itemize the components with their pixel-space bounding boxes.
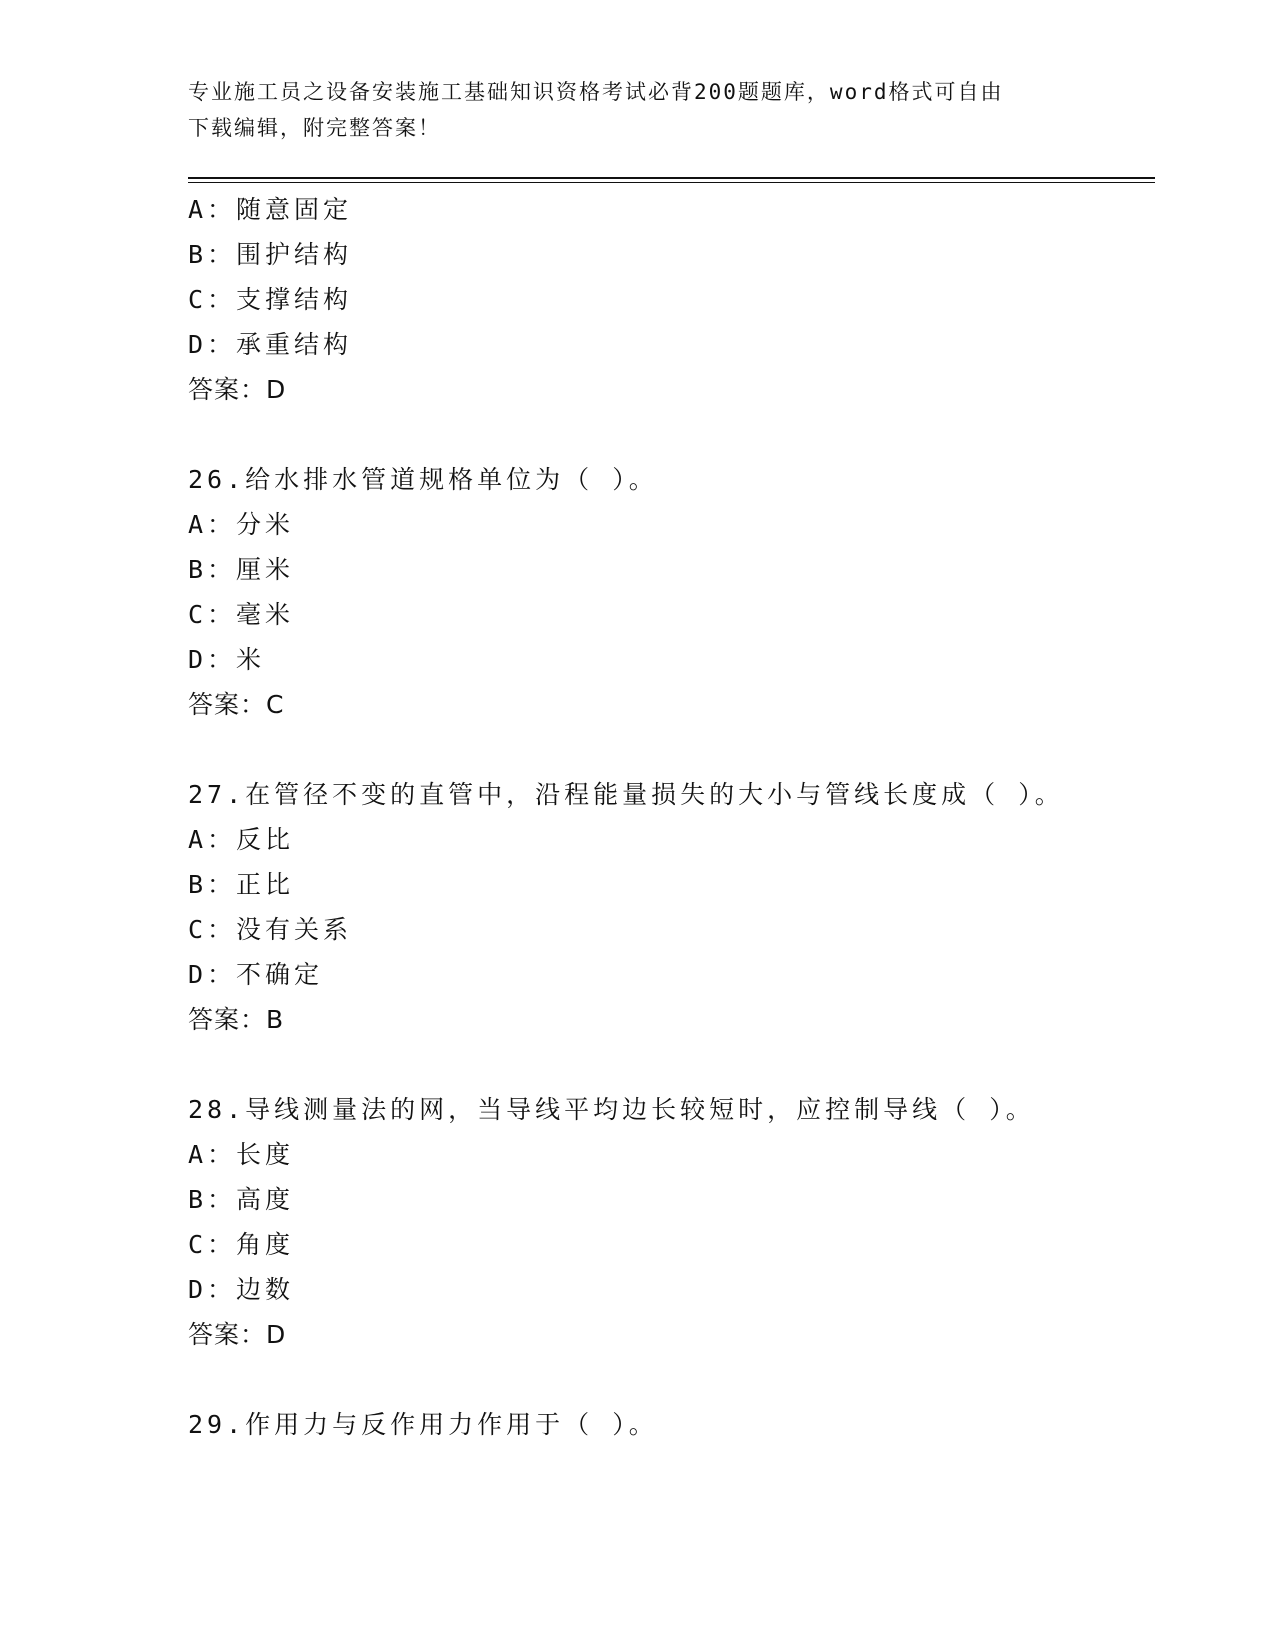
q25-answer: 答案：D (188, 375, 287, 404)
q26-stem: 26.给水排水管道规格单位为（ ）。 (188, 465, 658, 494)
q26-option-b: B：厘米 (188, 555, 295, 584)
q26-option-c: C：毫米 (188, 600, 295, 629)
q27-option-b: B：正比 (188, 870, 295, 899)
header-line-1: 专业施工员之设备安装施工基础知识资格考试必背200题题库，word格式可自由 (188, 80, 1004, 104)
q25-option-b: B：围护结构 (188, 240, 353, 269)
q25-option-d: D：承重结构 (188, 330, 353, 359)
q28-option-d: D：边数 (188, 1275, 295, 1304)
q26-option-a: A：分米 (188, 510, 295, 539)
q27-answer: 答案：B (188, 1005, 285, 1034)
q27-option-a: A：反比 (188, 825, 295, 854)
q28-option-c: C：角度 (188, 1230, 295, 1259)
q25-option-c: C：支撑结构 (188, 285, 353, 314)
q28-answer: 答案：D (188, 1320, 287, 1349)
q25-option-a: A：随意固定 (188, 195, 353, 224)
q27-stem: 27.在管径不变的直管中，沿程能量损失的大小与管线长度成（ ）。 (188, 780, 1064, 809)
q28-stem: 28.导线测量法的网，当导线平均边长较短时，应控制导线（ ）。 (188, 1095, 1035, 1124)
q26-answer: 答案：C (188, 690, 285, 719)
header-rule-thin (188, 182, 1155, 183)
q27-option-d: D：不确定 (188, 960, 324, 989)
q28-option-b: B：高度 (188, 1185, 295, 1214)
header-rule-thick (188, 177, 1155, 179)
q29-stem: 29.作用力与反作用力作用于（ ）。 (188, 1410, 658, 1439)
q28-option-a: A：长度 (188, 1140, 295, 1169)
document-header (188, 74, 1078, 146)
q27-option-c: C：没有关系 (188, 915, 353, 944)
q26-option-d: D：米 (188, 645, 266, 674)
header-line-2: 下载编辑，附完整答案！ (188, 116, 441, 140)
